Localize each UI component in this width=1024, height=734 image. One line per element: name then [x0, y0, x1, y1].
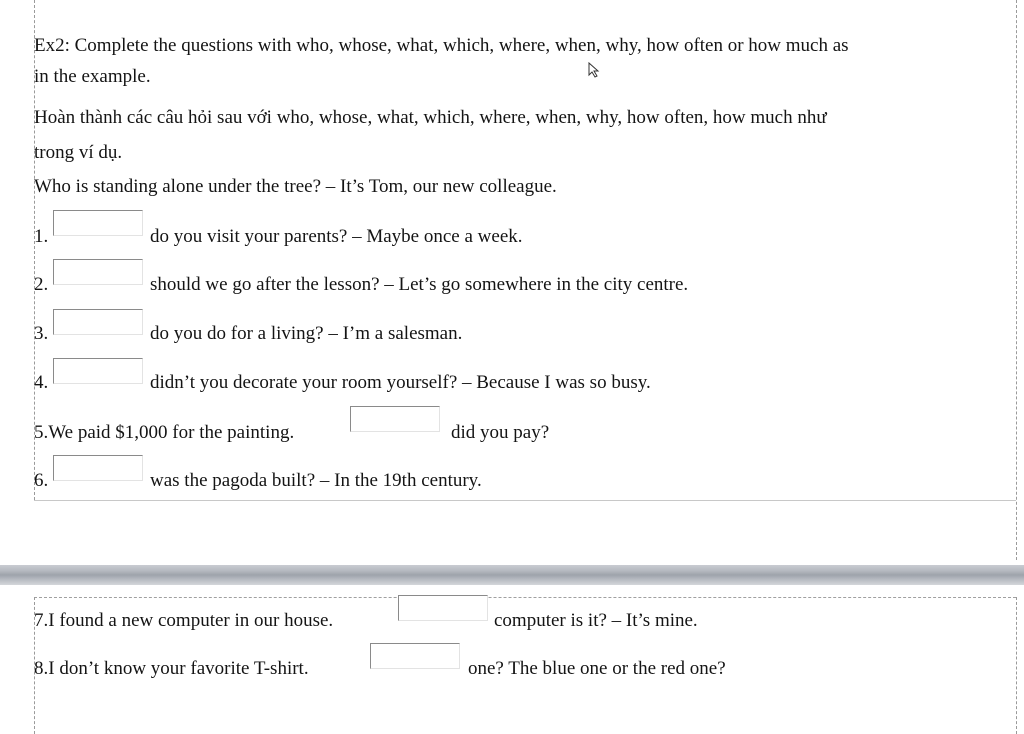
answer-box-1[interactable]	[53, 210, 143, 236]
question-6-number: 6.	[34, 470, 49, 491]
answer-box-4[interactable]	[53, 358, 143, 384]
margin-guide-top	[34, 597, 1016, 598]
question-1-text: do you visit your parents? – Maybe once a week.	[150, 226, 523, 247]
mouse-pointer-icon	[588, 62, 602, 78]
instruction-en-line-1: Ex2: Complete the questions with who, whose, what, which, where, when, why, how often or how much as	[34, 35, 849, 56]
question-8-text-after: one? The blue one or the red one?	[468, 658, 726, 679]
answer-box-8[interactable]	[370, 643, 460, 669]
question-4-number: 4.	[34, 372, 49, 393]
question-7-text-after: computer is it? – It’s mine.	[494, 610, 698, 631]
answer-box-5[interactable]	[350, 406, 440, 432]
question-4-text: didn’t you decorate your room yourself? – Because I was so busy.	[150, 372, 651, 393]
question-6-text: was the pagoda built? – In the 19th century.	[150, 470, 482, 491]
example-sentence: Who is standing alone under the tree? – It’s Tom, our new colleague.	[34, 176, 557, 197]
answer-box-6[interactable]	[53, 455, 143, 481]
margin-guide-right	[1016, 0, 1017, 560]
instruction-en-line-2: in the example.	[34, 66, 151, 87]
document-page-2	[0, 585, 1024, 734]
question-5-text-before: 5.We paid $1,000 for the painting.	[34, 422, 295, 443]
answer-box-7[interactable]	[398, 595, 488, 621]
question-7-text-before: 7.I found a new computer in our house.	[34, 610, 334, 631]
instruction-vi-line-2: trong ví dụ.	[34, 142, 123, 163]
question-5-text-after: did you pay?	[451, 422, 550, 443]
question-8-text-before: 8.I don’t know your favorite T-shirt.	[34, 658, 309, 679]
text-boundary-bottom	[34, 500, 1016, 501]
answer-box-3[interactable]	[53, 309, 143, 335]
question-3-number: 3.	[34, 323, 49, 344]
question-1-number: 1.	[34, 226, 49, 247]
question-2-number: 2.	[34, 274, 49, 295]
question-2-text: should we go after the lesson? – Let’s go somewhere in the city centre.	[150, 274, 689, 295]
page-break-gap	[0, 565, 1024, 585]
margin-guide-right-2	[1016, 597, 1017, 734]
answer-box-2[interactable]	[53, 259, 143, 285]
question-3-text: do you do for a living? – I’m a salesman.	[150, 323, 463, 344]
instruction-vi-line-1: Hoàn thành các câu hỏi sau với who, whose, what, which, where, when, why, how often, how much như	[34, 107, 827, 128]
